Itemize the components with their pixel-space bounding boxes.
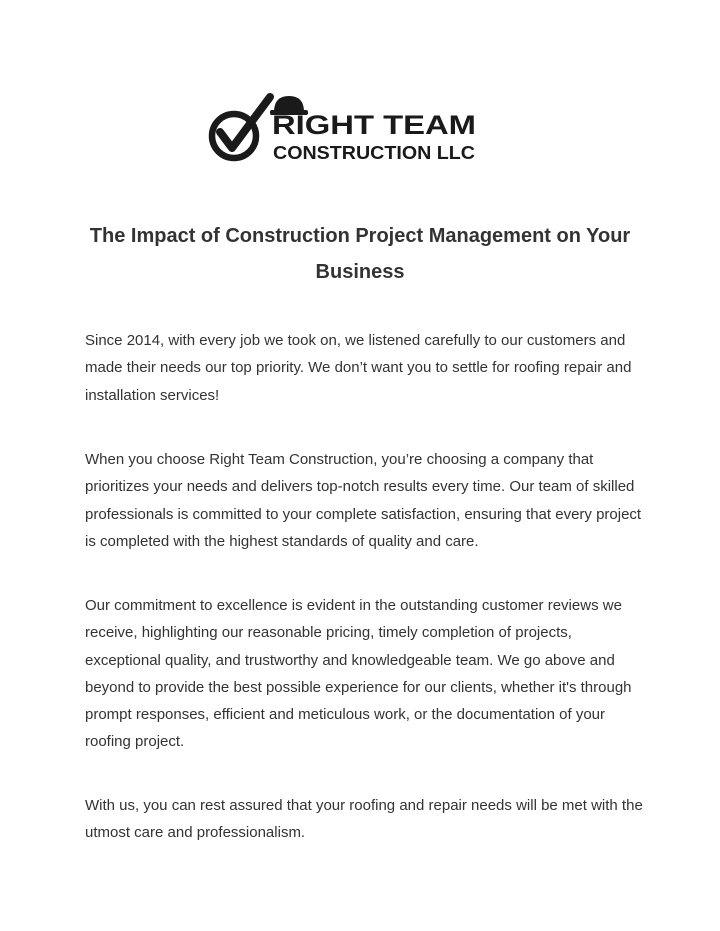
body-paragraph-1: Since 2014, with every job we took on, we listened carefully to our customers and made their needs our top priority. We don’t want you to settle for roofing repair and installation services! bbox=[85, 332, 632, 404]
company-logo bbox=[206, 92, 486, 168]
body-paragraph-3: Our commitment to excellence is evident in the outstanding customer reviews we receive, highlighting our reasonable pricing, timely completion of projects, exceptional quality, and trustworthy and knowledgeable team. We go above and beyond to provide the best possible experience for our clients, whether it's through prompt responses, efficient and meticulous work, or the documentation of your roofing project. bbox=[85, 597, 632, 751]
document-title: The Impact of Construction Project Management on Your Business bbox=[89, 225, 631, 283]
body-paragraph-2: When you choose Right Team Construction, you’re choosing a company that prioritizes your needs and delivers top-notch results every time. Our team of skilled professionals is committed to your complete satisfaction, ensuring that every project is completed with the highest standards of quality and care. bbox=[85, 451, 642, 550]
checkmark-circle-icon bbox=[212, 97, 270, 158]
logo-line-2: CONSTRUCTION LLC bbox=[273, 143, 475, 163]
body-paragraph-4: With us, you can rest assured that your roofing and repair needs will be met with the utmost care and professionalism. bbox=[85, 797, 643, 842]
logo-line-1: RIGHT TEAM bbox=[272, 110, 476, 140]
